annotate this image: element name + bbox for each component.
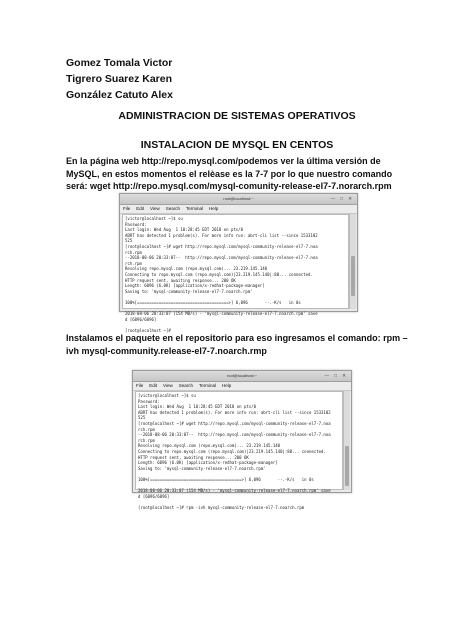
terminal-line: rch.rpm xyxy=(138,426,155,432)
paragraph-wget: En la página web http://repo.mysql.com/podemos ver la última versión de MySQL, en estos momentos el relèase es la 7-7 por lo que nuestro comando será: wget http://repo.mysql.com/mysql-comunity-release-el7-7.norarch.rpm xyxy=(66,156,393,191)
terminal-output xyxy=(135,391,343,510)
terminal-line: rch.rpm xyxy=(138,437,155,443)
terminal-line: Password: xyxy=(125,221,147,227)
terminal-line: Resolving repo.mysql.com (repo.mysql.com)... 23.219.145.140 xyxy=(125,266,268,272)
terminal-line: Last login: Wed Aug 1 10:28:45 EDT 2018 on pts/0 xyxy=(138,404,257,410)
window-controls-icon: — □ ✕ xyxy=(330,196,354,201)
terminal-line: [victor@localhost ~]$ su xyxy=(138,393,196,398)
document-subtitle: INSTALACION DE MYSQL EN CENTOS xyxy=(140,139,334,151)
terminal-line: Length: 6096 (6.0K) [application/x-redhat-package-manager] xyxy=(125,283,265,289)
menu-help[interactable]: Help xyxy=(222,383,232,388)
terminal-line: --2018-08-06 20:33:07-- http://repo.mysql.com/mysql-community-release-el7-7.noa xyxy=(138,432,331,438)
menu-file[interactable]: File xyxy=(136,383,144,388)
author-name: Tigrero Suarez Karen xyxy=(66,73,173,85)
document-title: ADMINISTRACION DE SISTEMAS OPERATIVOS xyxy=(118,110,356,122)
menu-search[interactable]: Search xyxy=(178,383,193,388)
terminal-line: d [6096/6096] xyxy=(125,316,157,322)
terminal-line: ABRT has detected 1 problem(s). For more info run: abrt-cli list --since 1533102 xyxy=(125,232,318,238)
terminal-menubar xyxy=(120,205,357,214)
terminal-line: HTTP request sent, awaiting response... 200 OK xyxy=(138,454,249,460)
terminal-line: [root@localhost ~]# xyxy=(125,327,174,333)
window-controls-icon: — □ ✕ xyxy=(324,373,348,378)
terminal-menubar xyxy=(133,382,351,391)
terminal-line: [root@localhost ~]# wget http://repo.mysql.com/mysql-community-release-el7-7.noa xyxy=(125,243,318,249)
terminal-line: HTTP request sent, awaiting response... 200 OK xyxy=(125,277,236,283)
author-name: Gomez Tomala Victor xyxy=(66,57,173,69)
terminal-line: Connecting to repo.mysql.com (repo.mysql.com)|23.219.145.140|:80... connected. xyxy=(138,448,326,454)
menu-terminal[interactable]: Terminal xyxy=(198,383,216,388)
terminal-title: root@localhost:~ xyxy=(223,196,254,201)
terminal-scrollbar[interactable] xyxy=(343,391,350,490)
terminal-line: 525 xyxy=(138,415,146,421)
menu-view[interactable]: View xyxy=(163,383,173,388)
scrollbar-thumb[interactable] xyxy=(345,446,349,486)
terminal-line: d [6096/6096] xyxy=(138,493,170,499)
terminal-line: 100%[======================================>] 6,096 --.-K/s in 0s xyxy=(138,476,314,482)
author-name: González Catuto Alex xyxy=(66,89,173,101)
author-list xyxy=(66,55,173,103)
terminal-line: rch.rpm xyxy=(125,260,142,266)
menu-file[interactable]: File xyxy=(123,206,131,211)
menu-view[interactable]: View xyxy=(150,206,160,211)
terminal-line: --2018-08-06 20:33:07-- http://repo.mysql.com/mysql-community-release-el7-7.noa xyxy=(125,255,318,261)
terminal-line: 525 xyxy=(125,238,133,244)
terminal-line: [victor@localhost ~]$ su xyxy=(125,216,183,221)
terminal-titlebar xyxy=(120,194,357,205)
terminal-line: Last login: Wed Aug 1 10:28:45 EDT 2018 on pts/0 xyxy=(125,227,244,233)
terminal-line: Resolving repo.mysql.com (repo.mysql.com)... 23.219.145.140 xyxy=(138,443,281,449)
terminal-window-rpm xyxy=(132,370,352,510)
menu-help[interactable]: Help xyxy=(209,206,219,211)
terminal-line: ABRT has detected 1 problem(s). For more info run: abrt-cli list --since 1533102 xyxy=(138,409,331,415)
menu-terminal[interactable]: Terminal xyxy=(185,206,203,211)
terminal-line: [root@localhost ~]# wget http://repo.mysql.com/mysql-community-release-el7-7.noa xyxy=(138,420,331,426)
terminal-line: 100%[======================================>] 6,096 --.-K/s in 0s xyxy=(125,299,301,305)
paragraph-rpm: Instalamos el paquete en el repositorio para eso ingresamos el comando: rpm –ivh mysql-community.release-el7-7.noarch.rmp xyxy=(66,333,408,356)
terminal-output xyxy=(122,214,349,333)
terminal-line: [root@localhost ~]# rpm -ivh mysql-community-release-el7-7.noarch.rpm xyxy=(138,504,305,510)
terminal-line: Saving to: 'mysql-community-release-el7-7.noarch.rpm' xyxy=(125,288,253,294)
terminal-line: rch.rpm xyxy=(125,249,142,255)
terminal-scrollbar[interactable] xyxy=(349,214,356,309)
terminal-line: 2018-08-06 20:33:07 (154 MB/s) - 'mysql-community-release-el7-7.noarch.rpm' save xyxy=(125,311,318,317)
terminal-titlebar xyxy=(133,371,351,382)
terminal-line: Length: 6096 (6.0K) [application/x-redhat-package-manager] xyxy=(138,460,278,466)
terminal-title: root@localhost:~ xyxy=(226,373,258,378)
scrollbar-thumb[interactable] xyxy=(351,256,355,296)
terminal-line: 2018-08-06 20:33:07 (154 MB/s) - 'mysql-community-release-el7-7.noarch.rpm' save xyxy=(138,488,331,494)
menu-search[interactable]: Search xyxy=(165,206,180,211)
menu-edit[interactable]: Edit xyxy=(149,383,158,388)
menu-edit[interactable]: Edit xyxy=(136,206,145,211)
terminal-window-wget xyxy=(119,193,358,333)
terminal-line: Saving to: 'mysql-community-release-el7-7.noarch.rpm' xyxy=(138,465,266,471)
terminal-line: Password: xyxy=(138,398,160,404)
terminal-line: Connecting to repo.mysql.com (repo.mysql.com)|23.219.145.140|:80... connected. xyxy=(125,271,313,277)
